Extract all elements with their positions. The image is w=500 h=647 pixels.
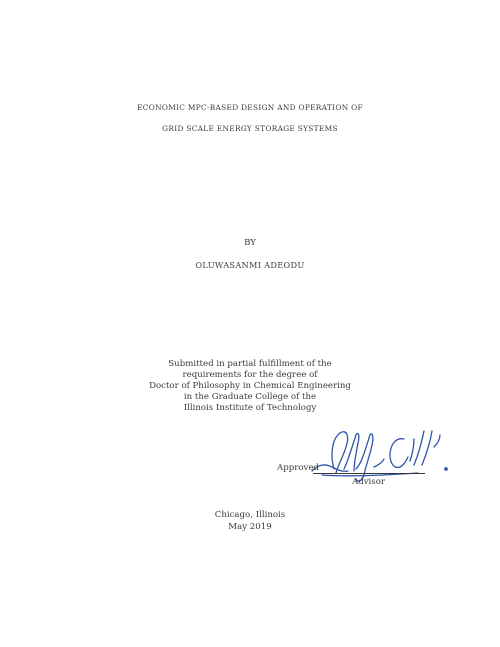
signature-line	[313, 473, 425, 474]
thesis-title-line-1: ECONOMIC MPC-BASED DESIGN AND OPERATION OF	[137, 103, 363, 112]
approved-label: Approved	[277, 463, 319, 473]
author-name: OLUWASANMI ADEODU	[195, 260, 305, 270]
submission-date: May 2019	[228, 522, 272, 532]
submission-line-4: in the Graduate College of the	[183, 392, 317, 402]
advisor-label: Advisor	[352, 477, 386, 487]
submission-line-1: Submitted in partial fulfillment of the	[168, 359, 332, 369]
thesis-title-line-2: GRID SCALE ENERGY STORAGE SYSTEMS	[162, 124, 338, 133]
submission-line-5: Illinois Institute of Technology	[183, 403, 317, 413]
by-label: BY	[244, 238, 256, 248]
location: Chicago, Illinois	[214, 510, 286, 520]
submission-line-3: Doctor of Philosophy in Chemical Engineering	[149, 381, 351, 391]
submission-line-2: requirements for the degree of	[182, 370, 318, 380]
